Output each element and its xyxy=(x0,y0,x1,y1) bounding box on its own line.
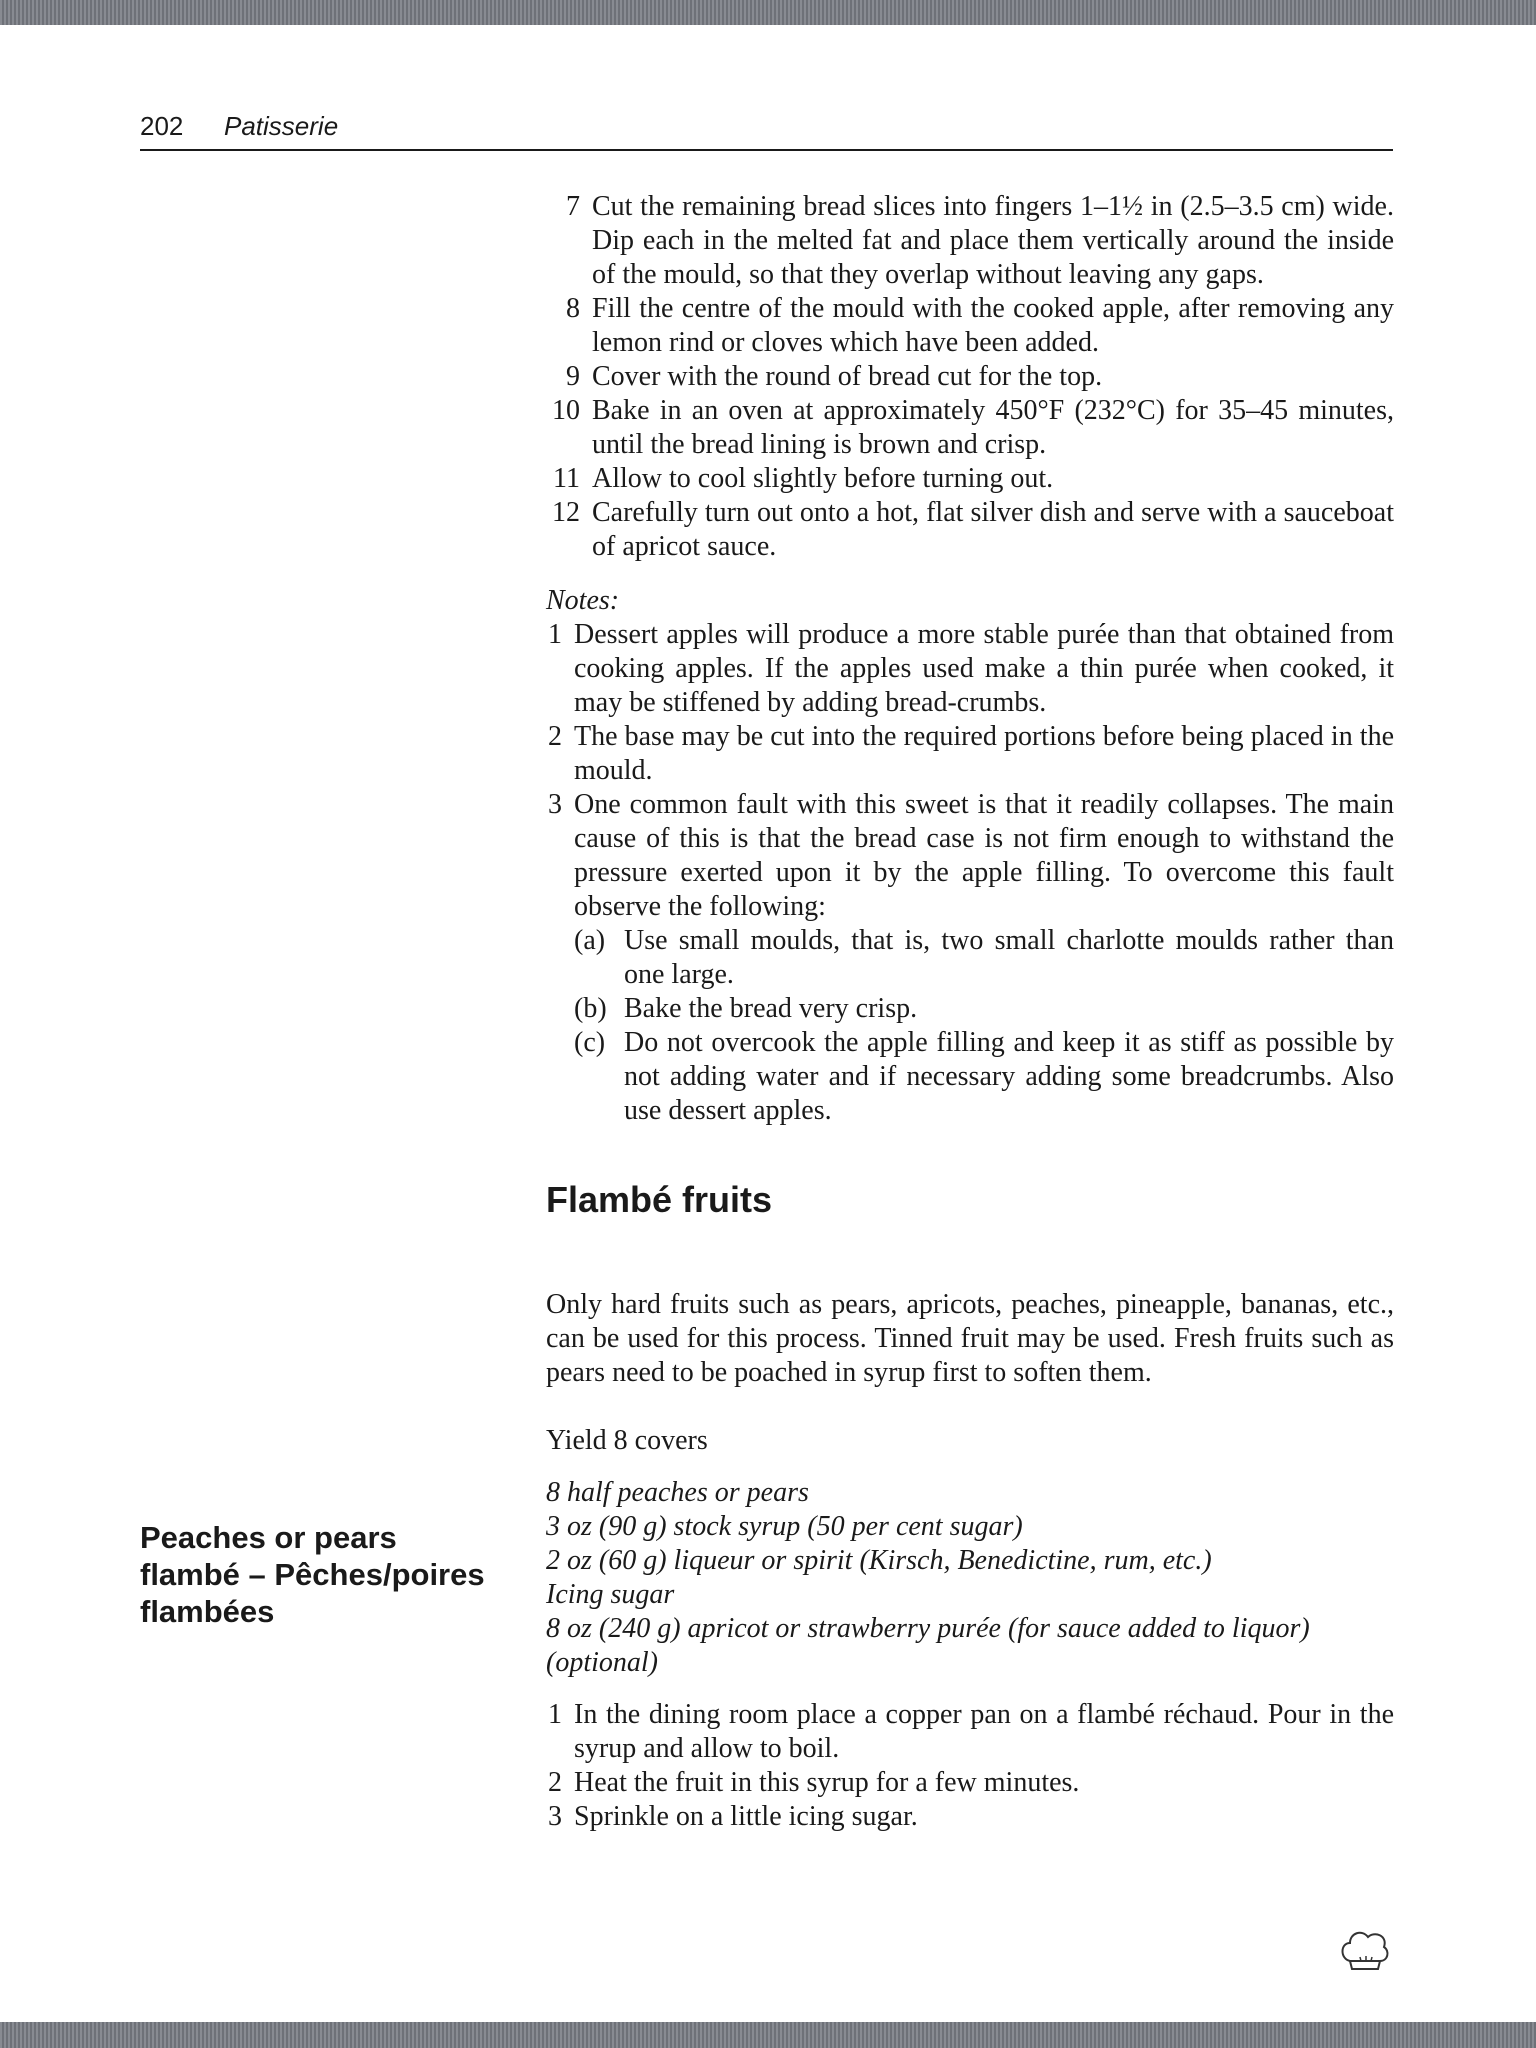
note-number: 1 xyxy=(548,619,562,650)
step-text: Fill the centre of the mould with the cooked apple, after removing any lemon rind or cloves which have been added. xyxy=(592,293,1394,358)
method-step-text: Heat the fruit in this syrup for a few minutes. xyxy=(574,1767,1080,1798)
step-item xyxy=(546,190,1394,292)
method-step-number: 1 xyxy=(548,1699,562,1730)
page-number: 202 xyxy=(140,111,184,141)
ingredient-line: 2 oz (60 g) liqueur or spirit (Kirsch, Benedictine, rum, etc.) xyxy=(546,1545,1212,1576)
method-step-number: 2 xyxy=(548,1767,562,1798)
step-item xyxy=(546,496,1394,564)
step-number: 12 xyxy=(552,497,580,528)
note-text: The base may be cut into the required portions before being placed in the mould. xyxy=(574,721,1394,786)
header-rule xyxy=(140,149,1393,151)
running-title: Patisserie xyxy=(224,111,339,141)
method-step-text: In the dining room place a copper pan on a flambé réchaud. Pour in the syrup and allow to boil. xyxy=(574,1699,1394,1764)
note-number: 2 xyxy=(548,721,562,752)
recipe-title-line: flambé – Pêches/poires xyxy=(140,1557,485,1592)
ingredient-line: 8 oz (240 g) apricot or strawberry purée (for sauce added to liquor) (optional) xyxy=(546,1613,1310,1678)
step-number: 9 xyxy=(566,361,580,392)
notes-block xyxy=(546,584,1394,1128)
method-list xyxy=(546,1698,1394,1834)
ingredients-list xyxy=(546,1476,1394,1680)
main-column xyxy=(546,190,1394,1834)
section-intro: Only hard fruits such as pears, apricots, peaches, pineapple, bananas, etc., can be used for this process. Tinned fruit may be used. Fresh fruits such as pears need to be poached in syrup first to soften them. xyxy=(546,1289,1394,1388)
note-number: 3 xyxy=(548,789,562,820)
recipe-title-line: flambées xyxy=(140,1594,275,1629)
sub-item-letter: (a) xyxy=(574,925,606,956)
ingredient-line: 8 half peaches or pears xyxy=(546,1477,809,1508)
top-frame-bar xyxy=(0,0,1536,25)
chef-hat-icon xyxy=(1338,1925,1390,1973)
recipe-yield: Yield 8 covers xyxy=(546,1425,708,1456)
step-text: Cut the remaining bread slices into fingers 1–1½ in (2.5–3.5 cm) wide. Dip each in the melted fat and place them vertically around the inside of the mould, so that they overlap without leaving any gaps. xyxy=(592,191,1394,290)
sub-item-letter: (b) xyxy=(574,993,607,1024)
sub-item-text: Do not overcook the apple filling and keep it as stiff as possible by not adding water and if necessary adding some breadcrumbs. Also use dessert apples. xyxy=(624,1027,1394,1126)
step-item xyxy=(546,292,1394,360)
note-item xyxy=(546,618,1394,720)
step-text: Cover with the round of bread cut for the top. xyxy=(592,361,1103,392)
step-number: 11 xyxy=(553,463,580,494)
step-number: 7 xyxy=(566,191,580,222)
step-item xyxy=(546,360,1394,394)
note-text: One common fault with this sweet is that it readily collapses. The main cause of this is that the bread case is not firm enough to withstand the pressure exerted upon it by the apple filling. To overcome this fault observe the following: xyxy=(574,789,1394,922)
step-number: 8 xyxy=(566,293,580,324)
note-item xyxy=(546,788,1394,924)
method-step-number: 3 xyxy=(548,1801,562,1832)
method-step xyxy=(546,1698,1394,1766)
note-sub-item xyxy=(574,1026,1394,1128)
sub-item-text: Bake the bread very crisp. xyxy=(624,993,918,1024)
step-item xyxy=(546,462,1394,496)
note-text: Dessert apples will produce a more stable purée than that obtained from cooking apples. If the apples used make a thin purée when cooked, it may be stiffened by adding bread-crumbs. xyxy=(574,619,1394,718)
step-text: Bake in an oven at approximately 450°F (232°C) for 35–45 minutes, until the bread lining is brown and crisp. xyxy=(592,395,1394,460)
recipe-title-line: Peaches or pears xyxy=(140,1520,397,1555)
note-sub-item xyxy=(574,924,1394,992)
sub-item-letter: (c) xyxy=(574,1027,606,1058)
note-sub-item xyxy=(574,992,1394,1026)
method-step xyxy=(546,1766,1394,1800)
ingredient-line: Icing sugar xyxy=(546,1579,675,1610)
recipe-title xyxy=(140,1519,500,1630)
method-step-text: Sprinkle on a little icing sugar. xyxy=(574,1801,918,1832)
sub-item-text: Use small moulds, that is, two small charlotte moulds rather than one large. xyxy=(624,925,1394,990)
step-number: 10 xyxy=(552,395,580,426)
running-head xyxy=(140,111,1393,149)
ingredient-line: 3 oz (90 g) stock syrup (50 per cent sugar) xyxy=(546,1511,1023,1542)
step-item xyxy=(546,394,1394,462)
section-heading: Flambé fruits xyxy=(546,1179,773,1220)
note-item xyxy=(546,720,1394,788)
step-text: Carefully turn out onto a hot, flat silver dish and serve with a sauceboat of apricot sauce. xyxy=(592,497,1394,562)
steps-list xyxy=(546,190,1394,564)
bottom-frame-bar xyxy=(0,2022,1536,2048)
notes-heading: Notes: xyxy=(546,585,620,616)
step-text: Allow to cool slightly before turning out. xyxy=(592,463,1054,494)
note-sub-list xyxy=(574,924,1394,1128)
method-step xyxy=(546,1800,1394,1834)
